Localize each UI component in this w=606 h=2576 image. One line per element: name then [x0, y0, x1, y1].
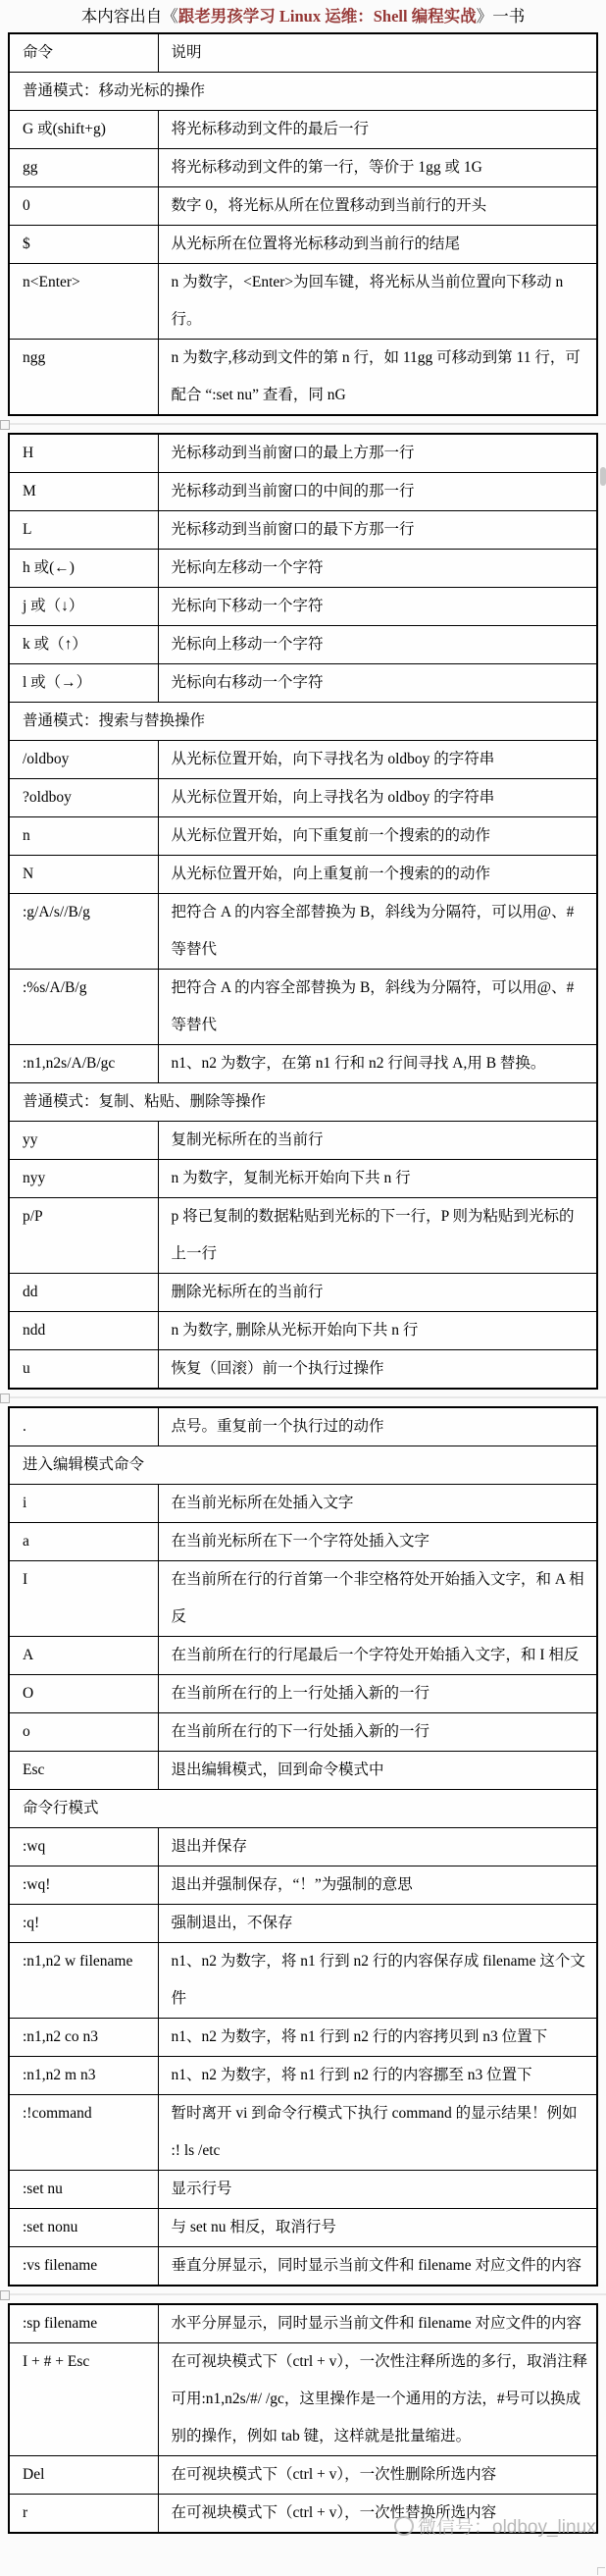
command-cell: :wq!: [9, 1866, 158, 1905]
command-cell: ?oldboy: [9, 779, 158, 817]
command-cell: M: [9, 473, 158, 511]
page-break-line: [0, 2293, 606, 2295]
page-break: [0, 416, 606, 433]
description-cell: 退出并保存: [158, 1828, 597, 1866]
command-cell: i: [9, 1485, 158, 1523]
table-row: [9, 264, 597, 340]
section-title: 普通模式：搜索与替换操作: [9, 703, 597, 741]
description-cell: 在当前所在行的下一行处插入新的一行: [158, 1713, 597, 1752]
table-row: [9, 1407, 597, 1446]
table-row: [9, 1943, 597, 2019]
command-cell: L: [9, 511, 158, 550]
column-header-command: 命令: [9, 33, 158, 73]
table-row: [9, 856, 597, 894]
table-row: [9, 626, 597, 664]
command-cell: /oldboy: [9, 741, 158, 779]
title-prefix: 本内容出自《: [80, 7, 178, 26]
section-row: [9, 1446, 597, 1485]
description-cell: 在当前光标所在下一个字符处插入文字: [158, 1523, 597, 1561]
table-row: [9, 741, 597, 779]
description-cell: 点号。重复前一个执行过的动作: [158, 1407, 597, 1446]
command-cell: .: [9, 1407, 158, 1446]
table-row: [9, 149, 597, 187]
table-row: [9, 111, 597, 149]
description-cell: 显示行号: [158, 2171, 597, 2209]
table-row: [9, 1561, 597, 1637]
table-row: [9, 1752, 597, 1790]
description-cell: 光标向上移动一个字符: [158, 626, 597, 664]
table-row: [9, 1637, 597, 1675]
table-row: [9, 1274, 597, 1312]
command-cell: :!command: [9, 2095, 158, 2171]
table-row: [9, 1713, 597, 1752]
table-row: [9, 1350, 597, 1390]
description-cell: 从光标所在位置将光标移动到当前行的结尾: [158, 226, 597, 264]
command-cell: :%s/A/B/g: [9, 970, 158, 1045]
description-cell: 把符合 A 的内容全部替换为 B，斜线为分隔符，可以用@、#等替代: [158, 894, 597, 970]
description-cell: 光标向右移动一个字符: [158, 664, 597, 703]
command-cell: k 或（↑）: [9, 626, 158, 664]
table-row: [9, 511, 597, 550]
command-cell: 0: [9, 187, 158, 226]
description-cell: 从光标位置开始，向下寻找名为 oldboy 的字符串: [158, 741, 597, 779]
table-row: [9, 1122, 597, 1160]
description-cell: p 将已复制的数据粘贴到光标的下一行，P 则为粘贴到光标的上一行: [158, 1198, 597, 1274]
section-row: [9, 73, 597, 111]
vim-commands-table-part-3: [8, 1406, 598, 2287]
description-cell: 退出并强制保存，“！”为强制的意思: [158, 1866, 597, 1905]
scrollbar-thumb[interactable]: [600, 467, 606, 486]
page-title: [0, 0, 606, 32]
command-cell: A: [9, 1637, 158, 1675]
table-row: [9, 1675, 597, 1713]
description-cell: n 为数字，<Enter>为回车键，将光标从当前位置向下移动 n 行。: [158, 264, 597, 340]
description-cell: 从光标位置开始，向下重复前一个搜索的的动作: [158, 817, 597, 856]
description-cell: 在当前所在行的行首第一个非空格符处开始插入文字，和 A 相反: [158, 1561, 597, 1637]
description-cell: 退出编辑模式，回到命令模式中: [158, 1752, 597, 1790]
section-row: [9, 1790, 597, 1828]
table-handle-icon: [0, 2290, 10, 2300]
table-row: [9, 2343, 597, 2456]
command-cell: :vs filename: [9, 2247, 158, 2287]
description-cell: 光标向左移动一个字符: [158, 550, 597, 588]
table-row: [9, 2057, 597, 2095]
command-cell: ndd: [9, 1312, 158, 1350]
command-cell: G 或(shift+g): [9, 111, 158, 149]
command-cell: $: [9, 226, 158, 264]
table-row: [9, 2247, 597, 2287]
command-cell: :g/A/s//B/g: [9, 894, 158, 970]
description-cell: n 为数字，复制光标开始向下共 n 行: [158, 1160, 597, 1198]
description-cell: 光标移动到当前窗口的最下方那一行: [158, 511, 597, 550]
description-cell: 复制光标所在的当前行: [158, 1122, 597, 1160]
description-cell: 与 set nu 相反，取消行号: [158, 2209, 597, 2247]
command-cell: n: [9, 817, 158, 856]
command-cell: :set nonu: [9, 2209, 158, 2247]
command-cell: p/P: [9, 1198, 158, 1274]
table-row: [9, 817, 597, 856]
title-suffix: 》一书: [476, 7, 526, 26]
description-cell: 把符合 A 的内容全部替换为 B，斜线为分隔符，可以用@、#等替代: [158, 970, 597, 1045]
description-cell: n 为数字,移动到文件的第 n 行，如 11gg 可移动到第 11 行，可配合 “:set nu” 查看，同 nG: [158, 340, 597, 416]
command-cell: yy: [9, 1122, 158, 1160]
table-row: [9, 1198, 597, 1274]
command-cell: r: [9, 2495, 158, 2534]
page-break: [0, 1390, 606, 1406]
vim-commands-table-part-4: [8, 2303, 598, 2534]
description-cell: 恢复（回滚）前一个执行过操作: [158, 1350, 597, 1390]
command-cell: :wq: [9, 1828, 158, 1866]
table-row: [9, 970, 597, 1045]
command-cell: Esc: [9, 1752, 158, 1790]
table-row: [9, 434, 597, 473]
command-cell: I + # + Esc: [9, 2343, 158, 2456]
description-cell: 在当前光标所在处插入文字: [158, 1485, 597, 1523]
table-row: [9, 473, 597, 511]
description-cell: 光标向下移动一个字符: [158, 588, 597, 626]
section-title: 进入编辑模式命令: [9, 1446, 597, 1485]
description-cell: 将光标移动到文件的第一行，等价于 1gg 或 1G: [158, 149, 597, 187]
section-title: 普通模式：移动光标的操作: [9, 73, 597, 111]
command-cell: :n1,n2 w filename: [9, 1943, 158, 2019]
description-cell: 从光标位置开始，向上寻找名为 oldboy 的字符串: [158, 779, 597, 817]
description-cell: 光标移动到当前窗口的最上方那一行: [158, 434, 597, 473]
table-row: [9, 894, 597, 970]
command-cell: :n1,n2s/A/B/gc: [9, 1045, 158, 1083]
command-cell: :n1,n2 m n3: [9, 2057, 158, 2095]
description-cell: 光标移动到当前窗口的中间的那一行: [158, 473, 597, 511]
description-cell: 暂时离开 vi 到命令行模式下执行 command 的显示结果！例如 :! ls /etc: [158, 2095, 597, 2171]
description-cell: 水平分屏显示，同时显示当前文件和 filename 对应文件的内容: [158, 2304, 597, 2343]
description-cell: 强制退出，不保存: [158, 1905, 597, 1943]
command-cell: n<Enter>: [9, 264, 158, 340]
section-title: 普通模式：复制、粘贴、删除等操作: [9, 1083, 597, 1122]
command-cell: Del: [9, 2456, 158, 2495]
watermark-text: 微信号：oldboy_linux: [418, 2517, 596, 2538]
column-header-description: 说明: [158, 33, 597, 73]
table-row: [9, 1045, 597, 1083]
table-row: [9, 340, 597, 416]
table-row: [9, 1905, 597, 1943]
command-cell: :sp filename: [9, 2304, 158, 2343]
page-break-line: [0, 1396, 606, 1398]
table-row: [9, 2095, 597, 2171]
command-cell: :set nu: [9, 2171, 158, 2209]
table-row: [9, 2495, 597, 2534]
table-row: [9, 2171, 597, 2209]
command-cell: a: [9, 1523, 158, 1561]
resize-corner-icon: [597, 2567, 605, 2575]
vim-commands-table-part-2: [8, 433, 598, 1390]
command-cell: :q!: [9, 1905, 158, 1943]
command-cell: j 或（↓）: [9, 588, 158, 626]
description-cell: 数字 0，将光标从所在位置移动到当前行的开头: [158, 187, 597, 226]
description-cell: 在可视块模式下（ctrl + v），一次性替换所选内容: [158, 2495, 597, 2534]
table-row: [9, 2304, 597, 2343]
command-cell: gg: [9, 149, 158, 187]
command-cell: O: [9, 1675, 158, 1713]
section-title: 命令行模式: [9, 1790, 597, 1828]
page-break-line: [0, 423, 606, 425]
description-cell: 在当前所在行的上一行处插入新的一行: [158, 1675, 597, 1713]
description-cell: 从光标位置开始，向上重复前一个搜索的的动作: [158, 856, 597, 894]
command-cell: l 或（→）: [9, 664, 158, 703]
description-cell: n 为数字, 删除从光标开始向下共 n 行: [158, 1312, 597, 1350]
table-handle-icon: [0, 1393, 10, 1403]
command-cell: h 或(←): [9, 550, 158, 588]
table-row: [9, 1160, 597, 1198]
description-cell: 垂直分屏显示，同时显示当前文件和 filename 对应文件的内容: [158, 2247, 597, 2287]
table-row: [9, 1312, 597, 1350]
section-row: [9, 1083, 597, 1122]
command-cell: dd: [9, 1274, 158, 1312]
vim-commands-table-part-1: [8, 32, 598, 416]
table-row: [9, 779, 597, 817]
command-cell: ngg: [9, 340, 158, 416]
command-cell: N: [9, 856, 158, 894]
section-row: [9, 703, 597, 741]
book-title: 跟老男孩学习 Linux 运维：Shell 编程实战: [177, 7, 477, 26]
command-cell: nyy: [9, 1160, 158, 1198]
command-cell: H: [9, 434, 158, 473]
table-row: [9, 550, 597, 588]
description-cell: 在可视块模式下（ctrl + v），一次性注释所选的多行，取消注释可用:n1,n2s/#/ /gc，这里操作是一个通用的方法，#号可以换成别的操作，例如 tab 键，这样就是批量缩进。: [158, 2343, 597, 2456]
description-cell: n1、n2 为数字，将 n1 行到 n2 行的内容保存成 filename 这个文件: [158, 1943, 597, 2019]
table-row: [9, 1485, 597, 1523]
description-cell: n1、n2 为数字，将 n1 行到 n2 行的内容拷贝到 n3 位置下: [158, 2019, 597, 2057]
table-row: [9, 1523, 597, 1561]
description-cell: 在可视块模式下（ctrl + v），一次性删除所选内容: [158, 2456, 597, 2495]
page-break: [0, 2287, 606, 2303]
description-cell: n1、n2 为数字，在第 n1 行和 n2 行间寻找 A,用 B 替换。: [158, 1045, 597, 1083]
table-row: [9, 1828, 597, 1866]
description-cell: n1、n2 为数字，将 n1 行到 n2 行的内容挪至 n3 位置下: [158, 2057, 597, 2095]
table-row: [9, 2209, 597, 2247]
table-row: [9, 588, 597, 626]
command-cell: :n1,n2 co n3: [9, 2019, 158, 2057]
command-cell: I: [9, 1561, 158, 1637]
command-cell: u: [9, 1350, 158, 1390]
table-row: [9, 2019, 597, 2057]
description-cell: 删除光标所在的当前行: [158, 1274, 597, 1312]
table-header-row: [9, 33, 597, 73]
table-handle-icon: [0, 420, 10, 430]
table-row: [9, 2456, 597, 2495]
table-row: [9, 187, 597, 226]
description-cell: 在当前所在行的行尾最后一个字符处开始插入文字，和 I 相反: [158, 1637, 597, 1675]
description-cell: 将光标移动到文件的最后一行: [158, 111, 597, 149]
table-row: [9, 226, 597, 264]
command-cell: o: [9, 1713, 158, 1752]
table-row: [9, 1866, 597, 1905]
table-row: [9, 664, 597, 703]
